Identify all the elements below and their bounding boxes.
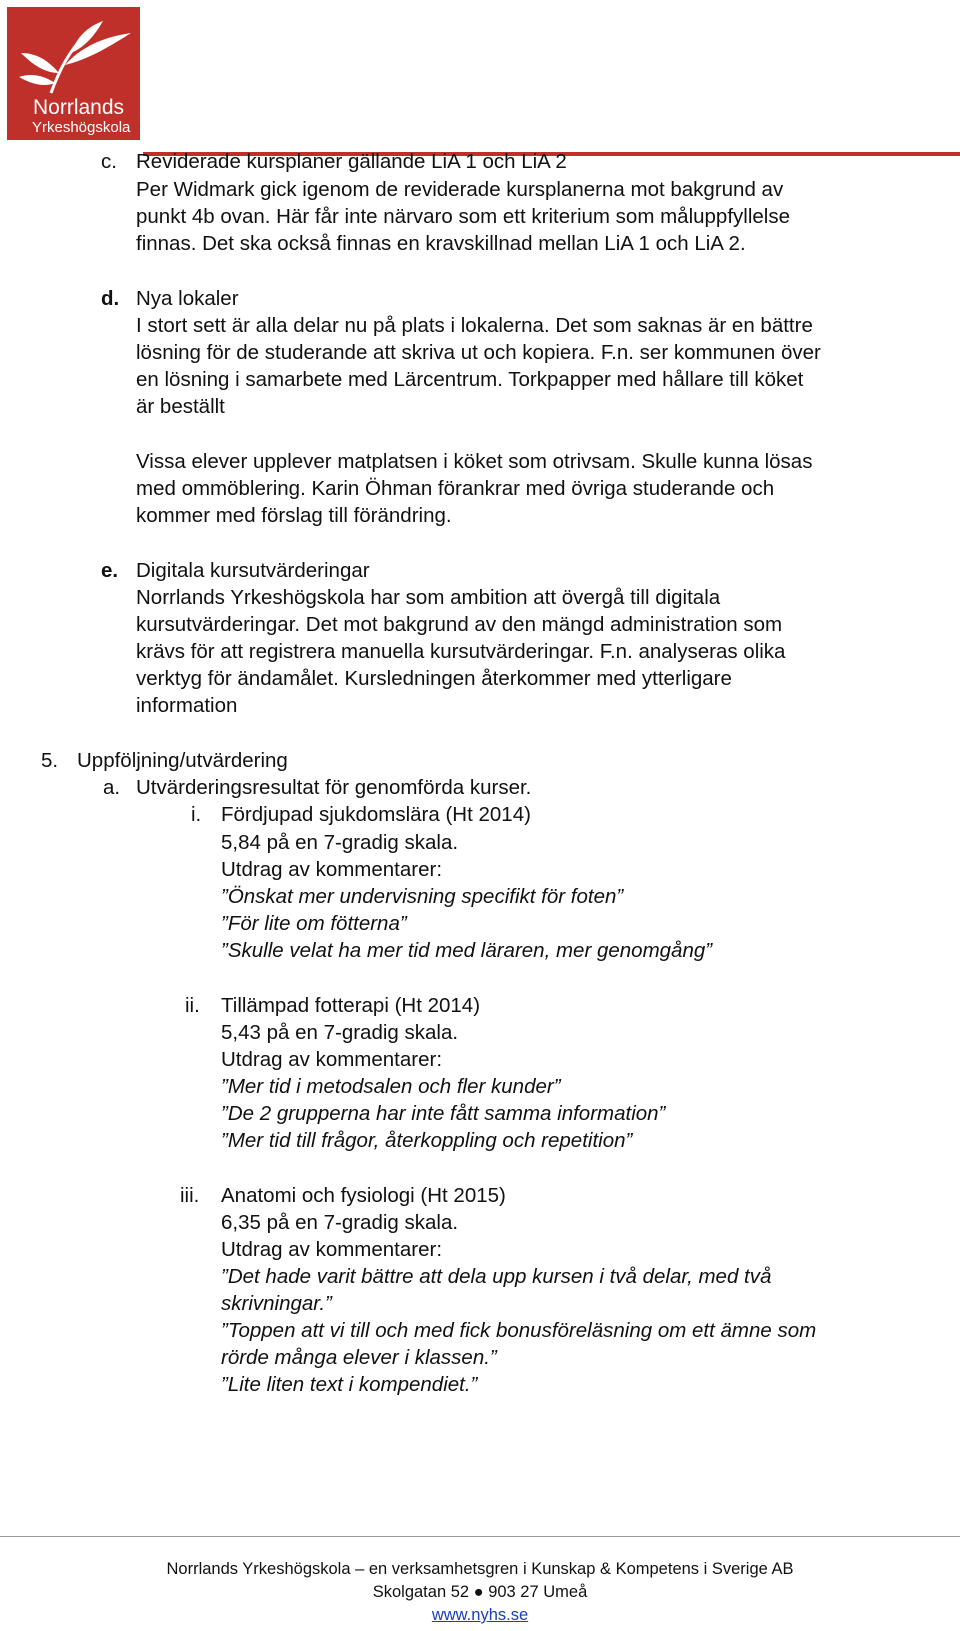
comments-label: Utdrag av kommentarer:: [221, 1048, 443, 1071]
footer-address: Skolgatan 52 ● 903 27 Umeå: [372, 1583, 588, 1601]
website-link[interactable]: www.nyhs.se: [431, 1606, 529, 1624]
item-marker: d.: [101, 287, 120, 310]
comments-label: Utdrag av kommentarer:: [221, 1238, 443, 1261]
comment-line: ”För lite om fötterna”: [221, 912, 407, 935]
course-score: 5,84 på en 7-gradig skala.: [221, 831, 459, 854]
course-period: (Ht 2014): [388, 994, 481, 1017]
paragraph-line: I stort sett är alla delar nu på plats i lokalerna. Det som saknas är en bättre: [136, 314, 813, 337]
course-period: (Ht 2014): [439, 803, 531, 826]
section-heading: Nya lokaler: [136, 287, 239, 310]
comment-line: ”Lite liten text i kompendiet.”: [221, 1373, 478, 1396]
paragraph-line: lösning för de studerande att skriva ut och kopiera. F.n. ser kommunen över: [136, 341, 821, 364]
paragraph-line: information: [136, 694, 238, 717]
paragraph-line: Per Widmark gick igenom de reviderade kursplanerna mot bakgrund av: [136, 178, 784, 201]
paragraph-line: verktyg för ändamålet. Kursledningen återkommer med ytterligare: [136, 667, 732, 690]
comment-line: ”De 2 grupperna har inte fått samma information”: [221, 1102, 666, 1125]
course-title: Tillämpad fotterapi: [221, 994, 389, 1017]
paragraph-line: är beställt: [136, 395, 225, 418]
subsection-heading: Utvärderingsresultat för genomförda kurser.: [136, 776, 532, 799]
footer-rule: [0, 1536, 960, 1537]
item-marker: a.: [103, 776, 121, 799]
course-heading: [221, 1182, 506, 1210]
item-marker: c.: [101, 150, 117, 173]
comment-line: ”Mer tid i metodsalen och fler kunder”: [221, 1075, 561, 1098]
paragraph-line: kommer med förslag till förändring.: [136, 504, 452, 527]
comment-line: ”Mer tid till frågor, återkoppling och repetition”: [221, 1129, 633, 1152]
footer-organization: Norrlands Yrkeshögskola – en verksamhetsgren i Kunskap & Kompetens i Sverige AB: [166, 1560, 794, 1578]
course-heading: [221, 992, 480, 1020]
section-heading: Uppföljning/utvärdering: [77, 749, 288, 772]
course-score: 5,43 på en 7-gradig skala.: [221, 1021, 459, 1044]
comment-line: skrivningar.”: [221, 1292, 332, 1315]
section-heading: Digitala kursutvärderingar: [136, 559, 370, 582]
section-heading: Reviderade kursplaner gällande LiA 1 och LiA 2: [136, 150, 567, 173]
course-marker: i.: [191, 803, 202, 826]
paragraph-line: finnas. Det ska också finnas en kravskillnad mellan LiA 1 och LiA 2.: [136, 232, 746, 255]
course-period: (Ht 2015): [414, 1184, 506, 1207]
comment-line: ”Skulle velat ha mer tid med läraren, mer genomgång”: [221, 939, 713, 962]
item-marker: 5.: [41, 749, 59, 772]
paragraph-line: kursutvärderingar. Det mot bakgrund av den mängd administration som: [136, 613, 783, 636]
item-marker: e.: [101, 559, 119, 582]
paragraph-line: Vissa elever upplever matplatsen i köket som otrivsam. Skulle kunna lösas: [136, 450, 813, 473]
paragraph-line: punkt 4b ovan. Här får inte närvaro som ett kriterium som måluppfyllelse: [136, 205, 790, 228]
course-title: Fördjupad sjukdomslära: [221, 803, 440, 826]
logo-name: Norrlands: [33, 96, 125, 119]
course-marker: ii.: [185, 994, 200, 1017]
course-heading: [221, 801, 531, 829]
comments-label: Utdrag av kommentarer:: [221, 858, 443, 881]
paragraph-line: med ommöblering. Karin Öhman förankrar med övriga studerande och: [136, 477, 775, 500]
comment-line: ”Toppen att vi till och med fick bonusföreläsning om ett ämne som: [221, 1319, 817, 1342]
paragraph-line: Norrlands Yrkeshögskola har som ambition att övergå till digitala: [136, 586, 721, 609]
comment-line: ”Det hade varit bättre att dela upp kursen i två delar, med två: [221, 1265, 772, 1288]
course-title: Anatomi och fysiologi: [221, 1184, 415, 1207]
comment-line: ”Önskat mer undervisning specifikt för foten”: [221, 885, 624, 908]
logo-subtitle: Yrkeshögskola: [32, 119, 131, 136]
paragraph-line: krävs för att registrera manuella kursutvärderingar. F.n. analyseras olika: [136, 640, 786, 663]
course-marker: iii.: [180, 1184, 200, 1207]
course-score: 6,35 på en 7-gradig skala.: [221, 1211, 459, 1234]
paragraph-line: en lösning i samarbete med Lärcentrum. Torkpapper med hållare till köket: [136, 368, 804, 391]
comment-line: rörde många elever i klassen.”: [221, 1346, 497, 1369]
organization-logo: [7, 7, 140, 140]
footer-website: [0, 1606, 960, 1625]
